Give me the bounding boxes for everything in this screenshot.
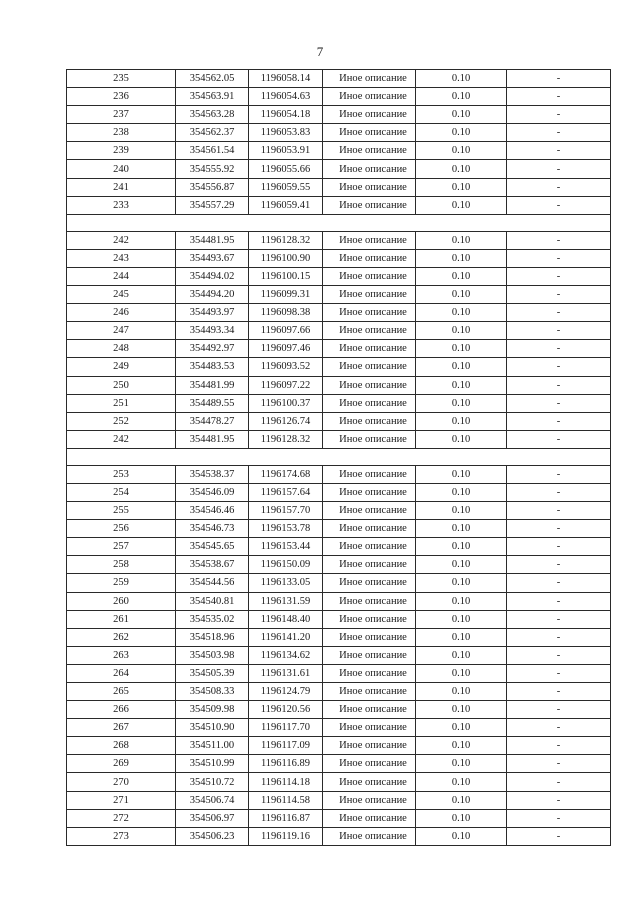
y-coordinate-cell: 1196128.32	[249, 231, 323, 249]
accuracy-cell: 0.10	[416, 376, 507, 394]
x-coordinate-cell: 354478.27	[176, 412, 249, 430]
table-row	[67, 737, 611, 755]
description-cell: Иное описание	[323, 178, 416, 196]
dash-cell: -	[507, 106, 611, 124]
dash-cell: -	[507, 249, 611, 267]
description-cell: Иное описание	[323, 827, 416, 845]
description-cell: Иное описание	[323, 196, 416, 214]
description-cell: Иное описание	[323, 574, 416, 592]
accuracy-cell: 0.10	[416, 304, 507, 322]
accuracy-cell: 0.10	[416, 358, 507, 376]
dash-cell: -	[507, 773, 611, 791]
group-separator-cell	[67, 214, 611, 231]
x-coordinate-cell: 354510.99	[176, 755, 249, 773]
point-number-cell: 243	[67, 249, 176, 267]
accuracy-cell: 0.10	[416, 701, 507, 719]
table-row	[67, 286, 611, 304]
point-number-cell: 257	[67, 538, 176, 556]
table-row	[67, 412, 611, 430]
accuracy-cell: 0.10	[416, 340, 507, 358]
dash-cell: -	[507, 646, 611, 664]
accuracy-cell: 0.10	[416, 412, 507, 430]
x-coordinate-cell: 354493.34	[176, 322, 249, 340]
description-cell: Иное описание	[323, 88, 416, 106]
point-number-cell: 238	[67, 124, 176, 142]
x-coordinate-cell: 354546.73	[176, 520, 249, 538]
point-number-cell: 248	[67, 340, 176, 358]
x-coordinate-cell: 354509.98	[176, 701, 249, 719]
x-coordinate-cell: 354510.72	[176, 773, 249, 791]
y-coordinate-cell: 1196131.61	[249, 664, 323, 682]
point-number-cell: 246	[67, 304, 176, 322]
page-number: 7	[316, 44, 324, 59]
y-coordinate-cell: 1196148.40	[249, 610, 323, 628]
x-coordinate-cell: 354540.81	[176, 592, 249, 610]
table-row	[67, 483, 611, 501]
description-cell: Иное описание	[323, 646, 416, 664]
y-coordinate-cell: 1196098.38	[249, 304, 323, 322]
accuracy-cell: 0.10	[416, 106, 507, 124]
description-cell: Иное описание	[323, 592, 416, 610]
point-number-cell: 266	[67, 701, 176, 719]
x-coordinate-cell: 354481.99	[176, 376, 249, 394]
table-row	[67, 124, 611, 142]
point-number-cell: 271	[67, 791, 176, 809]
y-coordinate-cell: 1196119.16	[249, 827, 323, 845]
point-number-cell: 270	[67, 773, 176, 791]
accuracy-cell: 0.10	[416, 719, 507, 737]
dash-cell: -	[507, 304, 611, 322]
description-cell: Иное описание	[323, 412, 416, 430]
accuracy-cell: 0.10	[416, 502, 507, 520]
y-coordinate-cell: 1196054.63	[249, 88, 323, 106]
point-number-cell: 256	[67, 520, 176, 538]
x-coordinate-cell: 354494.20	[176, 286, 249, 304]
dash-cell: -	[507, 737, 611, 755]
dash-cell: -	[507, 520, 611, 538]
dash-cell: -	[507, 322, 611, 340]
accuracy-cell: 0.10	[416, 809, 507, 827]
dash-cell: -	[507, 160, 611, 178]
dash-cell: -	[507, 791, 611, 809]
table-row	[67, 701, 611, 719]
description-cell: Иное описание	[323, 773, 416, 791]
accuracy-cell: 0.10	[416, 267, 507, 285]
description-cell: Иное описание	[323, 465, 416, 483]
description-cell: Иное описание	[323, 737, 416, 755]
table-row	[67, 465, 611, 483]
y-coordinate-cell: 1196153.78	[249, 520, 323, 538]
x-coordinate-cell: 354493.67	[176, 249, 249, 267]
table-row	[67, 664, 611, 682]
accuracy-cell: 0.10	[416, 592, 507, 610]
dash-cell: -	[507, 538, 611, 556]
table-row	[67, 574, 611, 592]
x-coordinate-cell: 354518.96	[176, 628, 249, 646]
point-number-cell: 254	[67, 483, 176, 501]
table-row	[67, 142, 611, 160]
table-row	[67, 394, 611, 412]
dash-cell: -	[507, 358, 611, 376]
dash-cell: -	[507, 574, 611, 592]
y-coordinate-cell: 1196114.18	[249, 773, 323, 791]
dash-cell: -	[507, 70, 611, 88]
description-cell: Иное описание	[323, 249, 416, 267]
accuracy-cell: 0.10	[416, 160, 507, 178]
point-number-cell: 267	[67, 719, 176, 737]
description-cell: Иное описание	[323, 106, 416, 124]
x-coordinate-cell: 354535.02	[176, 610, 249, 628]
point-number-cell: 244	[67, 267, 176, 285]
y-coordinate-cell: 1196097.22	[249, 376, 323, 394]
point-number-cell: 250	[67, 376, 176, 394]
accuracy-cell: 0.10	[416, 88, 507, 106]
y-coordinate-cell: 1196150.09	[249, 556, 323, 574]
accuracy-cell: 0.10	[416, 178, 507, 196]
point-number-cell: 272	[67, 809, 176, 827]
table-row	[67, 340, 611, 358]
x-coordinate-cell: 354494.02	[176, 267, 249, 285]
group-separator-row	[67, 448, 611, 465]
y-coordinate-cell: 1196093.52	[249, 358, 323, 376]
table-row	[67, 683, 611, 701]
dash-cell: -	[507, 142, 611, 160]
accuracy-cell: 0.10	[416, 628, 507, 646]
accuracy-cell: 0.10	[416, 791, 507, 809]
table-row	[67, 538, 611, 556]
point-number-cell: 269	[67, 755, 176, 773]
table-row	[67, 556, 611, 574]
description-cell: Иное описание	[323, 610, 416, 628]
coordinates-table-body	[67, 70, 611, 846]
point-number-cell: 237	[67, 106, 176, 124]
table-row	[67, 809, 611, 827]
table-row	[67, 160, 611, 178]
point-number-cell: 273	[67, 827, 176, 845]
dash-cell: -	[507, 683, 611, 701]
accuracy-cell: 0.10	[416, 538, 507, 556]
dash-cell: -	[507, 340, 611, 358]
description-cell: Иное описание	[323, 791, 416, 809]
dash-cell: -	[507, 827, 611, 845]
point-number-cell: 265	[67, 683, 176, 701]
y-coordinate-cell: 1196133.05	[249, 574, 323, 592]
x-coordinate-cell: 354556.87	[176, 178, 249, 196]
y-coordinate-cell: 1196100.37	[249, 394, 323, 412]
table-row	[67, 196, 611, 214]
dash-cell: -	[507, 267, 611, 285]
accuracy-cell: 0.10	[416, 520, 507, 538]
accuracy-cell: 0.10	[416, 196, 507, 214]
x-coordinate-cell: 354506.97	[176, 809, 249, 827]
x-coordinate-cell: 354506.23	[176, 827, 249, 845]
accuracy-cell: 0.10	[416, 556, 507, 574]
accuracy-cell: 0.10	[416, 231, 507, 249]
accuracy-cell: 0.10	[416, 142, 507, 160]
accuracy-cell: 0.10	[416, 483, 507, 501]
point-number-cell: 240	[67, 160, 176, 178]
y-coordinate-cell: 1196131.59	[249, 592, 323, 610]
x-coordinate-cell: 354561.54	[176, 142, 249, 160]
point-number-cell: 268	[67, 737, 176, 755]
description-cell: Иное описание	[323, 267, 416, 285]
description-cell: Иное описание	[323, 719, 416, 737]
description-cell: Иное описание	[323, 430, 416, 448]
description-cell: Иное описание	[323, 358, 416, 376]
point-number-cell: 262	[67, 628, 176, 646]
description-cell: Иное описание	[323, 664, 416, 682]
x-coordinate-cell: 354511.00	[176, 737, 249, 755]
description-cell: Иное описание	[323, 322, 416, 340]
y-coordinate-cell: 1196157.64	[249, 483, 323, 501]
table-row	[67, 106, 611, 124]
dash-cell: -	[507, 592, 611, 610]
x-coordinate-cell: 354481.95	[176, 430, 249, 448]
x-coordinate-cell: 354562.05	[176, 70, 249, 88]
table-row	[67, 267, 611, 285]
table-row	[67, 755, 611, 773]
accuracy-cell: 0.10	[416, 70, 507, 88]
point-number-cell: 245	[67, 286, 176, 304]
description-cell: Иное описание	[323, 142, 416, 160]
accuracy-cell: 0.10	[416, 286, 507, 304]
description-cell: Иное описание	[323, 124, 416, 142]
table-row	[67, 70, 611, 88]
accuracy-cell: 0.10	[416, 610, 507, 628]
y-coordinate-cell: 1196055.66	[249, 160, 323, 178]
x-coordinate-cell: 354563.28	[176, 106, 249, 124]
dash-cell: -	[507, 755, 611, 773]
x-coordinate-cell: 354481.95	[176, 231, 249, 249]
x-coordinate-cell: 354538.37	[176, 465, 249, 483]
dash-cell: -	[507, 178, 611, 196]
dash-cell: -	[507, 556, 611, 574]
dash-cell: -	[507, 465, 611, 483]
x-coordinate-cell: 354562.37	[176, 124, 249, 142]
description-cell: Иное описание	[323, 683, 416, 701]
x-coordinate-cell: 354545.65	[176, 538, 249, 556]
y-coordinate-cell: 1196097.66	[249, 322, 323, 340]
y-coordinate-cell: 1196116.87	[249, 809, 323, 827]
y-coordinate-cell: 1196099.31	[249, 286, 323, 304]
point-number-cell: 264	[67, 664, 176, 682]
accuracy-cell: 0.10	[416, 322, 507, 340]
x-coordinate-cell: 354489.55	[176, 394, 249, 412]
point-number-cell: 239	[67, 142, 176, 160]
y-coordinate-cell: 1196134.62	[249, 646, 323, 664]
y-coordinate-cell: 1196114.58	[249, 791, 323, 809]
x-coordinate-cell: 354483.53	[176, 358, 249, 376]
dash-cell: -	[507, 376, 611, 394]
point-number-cell: 261	[67, 610, 176, 628]
accuracy-cell: 0.10	[416, 646, 507, 664]
point-number-cell: 249	[67, 358, 176, 376]
description-cell: Иное описание	[323, 394, 416, 412]
description-cell: Иное описание	[323, 160, 416, 178]
group-separator-cell	[67, 448, 611, 465]
dash-cell: -	[507, 610, 611, 628]
accuracy-cell: 0.10	[416, 124, 507, 142]
description-cell: Иное описание	[323, 70, 416, 88]
description-cell: Иное описание	[323, 755, 416, 773]
point-number-cell: 241	[67, 178, 176, 196]
table-row	[67, 520, 611, 538]
accuracy-cell: 0.10	[416, 773, 507, 791]
dash-cell: -	[507, 664, 611, 682]
table-row	[67, 610, 611, 628]
accuracy-cell: 0.10	[416, 827, 507, 845]
dash-cell: -	[507, 231, 611, 249]
x-coordinate-cell: 354563.91	[176, 88, 249, 106]
dash-cell: -	[507, 809, 611, 827]
point-number-cell: 233	[67, 196, 176, 214]
dash-cell: -	[507, 412, 611, 430]
table-row	[67, 376, 611, 394]
table-row	[67, 358, 611, 376]
y-coordinate-cell: 1196141.20	[249, 628, 323, 646]
y-coordinate-cell: 1196058.14	[249, 70, 323, 88]
point-number-cell: 260	[67, 592, 176, 610]
dash-cell: -	[507, 124, 611, 142]
point-number-cell: 242	[67, 430, 176, 448]
table-row	[67, 88, 611, 106]
dash-cell: -	[507, 719, 611, 737]
point-number-cell: 255	[67, 502, 176, 520]
y-coordinate-cell: 1196124.79	[249, 683, 323, 701]
point-number-cell: 251	[67, 394, 176, 412]
y-coordinate-cell: 1196059.55	[249, 178, 323, 196]
table-row	[67, 827, 611, 845]
point-number-cell: 252	[67, 412, 176, 430]
y-coordinate-cell: 1196128.32	[249, 430, 323, 448]
x-coordinate-cell: 354544.56	[176, 574, 249, 592]
point-number-cell: 253	[67, 465, 176, 483]
accuracy-cell: 0.10	[416, 737, 507, 755]
y-coordinate-cell: 1196100.15	[249, 267, 323, 285]
point-number-cell: 259	[67, 574, 176, 592]
x-coordinate-cell: 354538.67	[176, 556, 249, 574]
x-coordinate-cell: 354505.39	[176, 664, 249, 682]
point-number-cell: 258	[67, 556, 176, 574]
description-cell: Иное описание	[323, 340, 416, 358]
y-coordinate-cell: 1196100.90	[249, 249, 323, 267]
dash-cell: -	[507, 701, 611, 719]
dash-cell: -	[507, 88, 611, 106]
accuracy-cell: 0.10	[416, 683, 507, 701]
x-coordinate-cell: 354546.09	[176, 483, 249, 501]
description-cell: Иное описание	[323, 286, 416, 304]
table-row	[67, 304, 611, 322]
description-cell: Иное описание	[323, 231, 416, 249]
y-coordinate-cell: 1196153.44	[249, 538, 323, 556]
point-number-cell: 242	[67, 231, 176, 249]
point-number-cell: 236	[67, 88, 176, 106]
accuracy-cell: 0.10	[416, 755, 507, 773]
y-coordinate-cell: 1196116.89	[249, 755, 323, 773]
description-cell: Иное описание	[323, 304, 416, 322]
coordinates-table	[66, 69, 611, 846]
description-cell: Иное описание	[323, 483, 416, 501]
accuracy-cell: 0.10	[416, 574, 507, 592]
y-coordinate-cell: 1196157.70	[249, 502, 323, 520]
x-coordinate-cell: 354503.98	[176, 646, 249, 664]
x-coordinate-cell: 354555.92	[176, 160, 249, 178]
x-coordinate-cell: 354510.90	[176, 719, 249, 737]
table-row	[67, 628, 611, 646]
y-coordinate-cell: 1196117.09	[249, 737, 323, 755]
dash-cell: -	[507, 502, 611, 520]
point-number-cell: 247	[67, 322, 176, 340]
y-coordinate-cell: 1196053.83	[249, 124, 323, 142]
x-coordinate-cell: 354506.74	[176, 791, 249, 809]
table-row	[67, 791, 611, 809]
x-coordinate-cell: 354546.46	[176, 502, 249, 520]
x-coordinate-cell: 354493.97	[176, 304, 249, 322]
description-cell: Иное описание	[323, 520, 416, 538]
description-cell: Иное описание	[323, 376, 416, 394]
dash-cell: -	[507, 196, 611, 214]
x-coordinate-cell: 354508.33	[176, 683, 249, 701]
x-coordinate-cell: 354557.29	[176, 196, 249, 214]
y-coordinate-cell: 1196120.56	[249, 701, 323, 719]
description-cell: Иное описание	[323, 556, 416, 574]
accuracy-cell: 0.10	[416, 664, 507, 682]
table-row	[67, 646, 611, 664]
accuracy-cell: 0.10	[416, 249, 507, 267]
table-row	[67, 231, 611, 249]
y-coordinate-cell: 1196126.74	[249, 412, 323, 430]
y-coordinate-cell: 1196117.70	[249, 719, 323, 737]
description-cell: Иное описание	[323, 809, 416, 827]
description-cell: Иное описание	[323, 502, 416, 520]
table-row	[67, 719, 611, 737]
y-coordinate-cell: 1196053.91	[249, 142, 323, 160]
accuracy-cell: 0.10	[416, 430, 507, 448]
description-cell: Иное описание	[323, 701, 416, 719]
y-coordinate-cell: 1196097.46	[249, 340, 323, 358]
accuracy-cell: 0.10	[416, 394, 507, 412]
point-number-cell: 235	[67, 70, 176, 88]
dash-cell: -	[507, 483, 611, 501]
y-coordinate-cell: 1196059.41	[249, 196, 323, 214]
dash-cell: -	[507, 394, 611, 412]
point-number-cell: 263	[67, 646, 176, 664]
description-cell: Иное описание	[323, 628, 416, 646]
table-row	[67, 322, 611, 340]
table-row	[67, 592, 611, 610]
description-cell: Иное описание	[323, 538, 416, 556]
x-coordinate-cell: 354492.97	[176, 340, 249, 358]
table-row	[67, 249, 611, 267]
dash-cell: -	[507, 628, 611, 646]
y-coordinate-cell: 1196054.18	[249, 106, 323, 124]
dash-cell: -	[507, 286, 611, 304]
table-row	[67, 178, 611, 196]
group-separator-row	[67, 214, 611, 231]
dash-cell: -	[507, 430, 611, 448]
table-row	[67, 773, 611, 791]
y-coordinate-cell: 1196174.68	[249, 465, 323, 483]
table-row	[67, 502, 611, 520]
accuracy-cell: 0.10	[416, 465, 507, 483]
table-row	[67, 430, 611, 448]
